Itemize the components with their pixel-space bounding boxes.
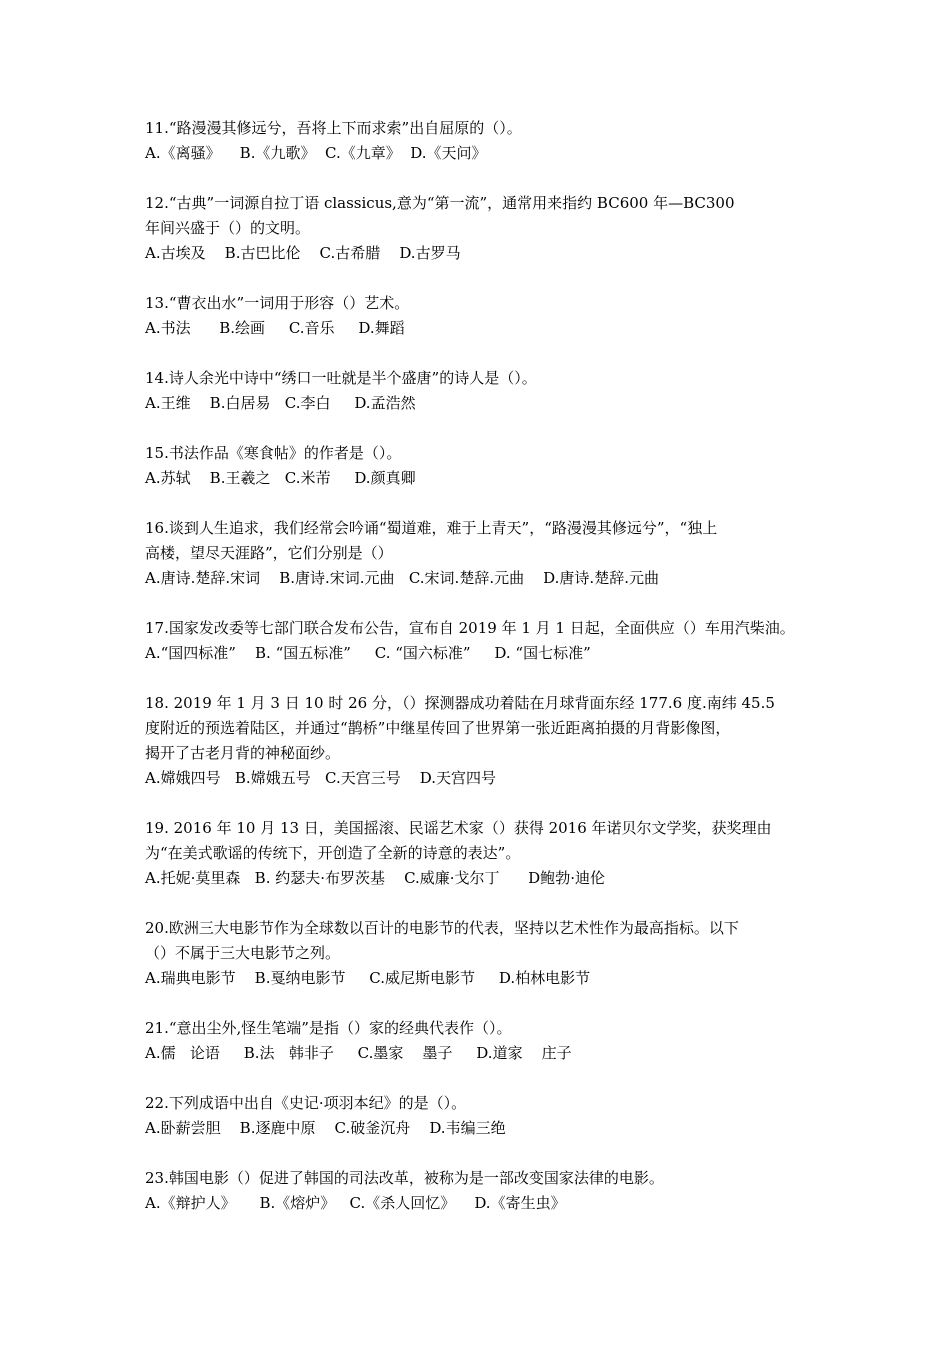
question-text: 11.“路漫漫其修远兮，吾将上下而求索”出自屈原的（）。 xyxy=(145,119,522,137)
question-21 xyxy=(145,1016,813,1066)
question-options: A.书法 B.绘画 C.音乐 D.舞蹈 xyxy=(145,319,405,337)
question-text: 14.诗人余光中诗中“绣口一吐就是半个盛唐”的诗人是（）。 xyxy=(145,369,537,387)
question-options: A.儒 论语 B.法 韩非子 C.墨家 墨子 D.道家 庄子 xyxy=(145,1044,572,1062)
question-text: 22.下列成语中出自《史记·项羽本纪》的是（）。 xyxy=(145,1094,467,1112)
question-text: 21.“意出尘外,怪生笔端”是指（）家的经典代表作（）。 xyxy=(145,1019,512,1037)
question-options: A.瑞典电影节 B.戛纳电影节 C.威尼斯电影节 D.柏林电影节 xyxy=(145,969,591,987)
question-16 xyxy=(145,516,813,591)
question-options: A.卧薪尝胆 B.逐鹿中原 C.破釜沉舟 D.韦编三绝 xyxy=(145,1119,506,1137)
question-text: 23.韩国电影（）促进了韩国的司法改革，被称为是一部改变国家法律的电影。 xyxy=(145,1169,664,1187)
question-text: 19. 2016 年 10 月 13 日，美国摇滚、民谣艺术家（）获得 2016 年诺贝尔文学奖，获奖理由 xyxy=(145,819,772,837)
question-text: 20.欧洲三大电影节作为全球数以百计的电影节的代表，坚持以艺术性作为最高指标。以下 xyxy=(145,919,739,937)
question-list xyxy=(145,116,813,1241)
question-text: （）不属于三大电影节之列。 xyxy=(145,944,341,962)
question-text: 13.“曹衣出水”一词用于形容（）艺术。 xyxy=(145,294,410,312)
question-17 xyxy=(145,616,813,666)
question-options: A.古埃及 B.古巴比伦 C.古希腊 D.古罗马 xyxy=(145,244,461,262)
question-13 xyxy=(145,291,813,341)
question-text: 揭开了古老月背的神秘面纱。 xyxy=(145,744,341,762)
question-22 xyxy=(145,1091,813,1141)
question-text: 15.书法作品《寒食帖》的作者是（）。 xyxy=(145,444,402,462)
question-text: 年间兴盛于（）的文明。 xyxy=(145,219,311,237)
question-text: 16.谈到人生追求，我们经常会吟诵“蜀道难，难于上青天”，“路漫漫其修远兮”，“独上 xyxy=(145,519,718,537)
question-23 xyxy=(145,1166,813,1216)
question-text: 18. 2019 年 1 月 3 日 10 时 26 分，（）探测器成功着陆在月球背面东经 177.6 度.南纬 45.5 xyxy=(145,694,775,712)
question-12 xyxy=(145,191,813,266)
question-18 xyxy=(145,691,813,791)
question-options: A.《离骚》 B.《九歌》 C.《九章》 D.《天问》 xyxy=(145,144,487,162)
question-options: A.“国四标准” B. “国五标准” C. “国六标准” D. “国七标准” xyxy=(145,644,591,662)
question-options: A.苏轼 B.王羲之 C.米芾 D.颜真卿 xyxy=(145,469,416,487)
question-14 xyxy=(145,366,813,416)
question-15 xyxy=(145,441,813,491)
question-11 xyxy=(145,116,813,166)
question-20 xyxy=(145,916,813,991)
question-text: 为“在美式歌谣的传统下，开创造了全新的诗意的表达”。 xyxy=(145,844,521,862)
question-text: 17.国家发改委等七部门联合发布公告，宣布自 2019 年 1 月 1 日起，全面供应（）车用汽柴油。 xyxy=(145,619,795,637)
question-text: 高楼，望尽天涯路”，它们分别是（） xyxy=(145,544,393,562)
question-options: A.嫦娥四号 B.嫦娥五号 C.天宫三号 D.天宫四号 xyxy=(145,769,497,787)
question-options: A.王维 B.白居易 C.李白 D.孟浩然 xyxy=(145,394,416,412)
question-19 xyxy=(145,816,813,891)
question-text: 12.“古典”一词源自拉丁语 classicus,意为“第一流”，通常用来指约 BC600 年—BC300 xyxy=(145,194,735,212)
question-text: 度附近的预选着陆区，并通过“鹊桥”中继星传回了世界第一张近距离拍摄的月背影像图， xyxy=(145,719,731,737)
question-options: A.唐诗.楚辞.宋词 B.唐诗.宋词.元曲 C.宋词.楚辞.元曲 D.唐诗.楚辞.元曲 xyxy=(145,569,659,587)
question-options: A.托妮·莫里森 B. 约瑟夫·布罗茨基 C.威廉·戈尔丁 D鲍勃·迪伦 xyxy=(145,869,605,887)
question-options: A.《辩护人》 B.《熔炉》 C.《杀人回忆》 D.《寄生虫》 xyxy=(145,1194,566,1212)
